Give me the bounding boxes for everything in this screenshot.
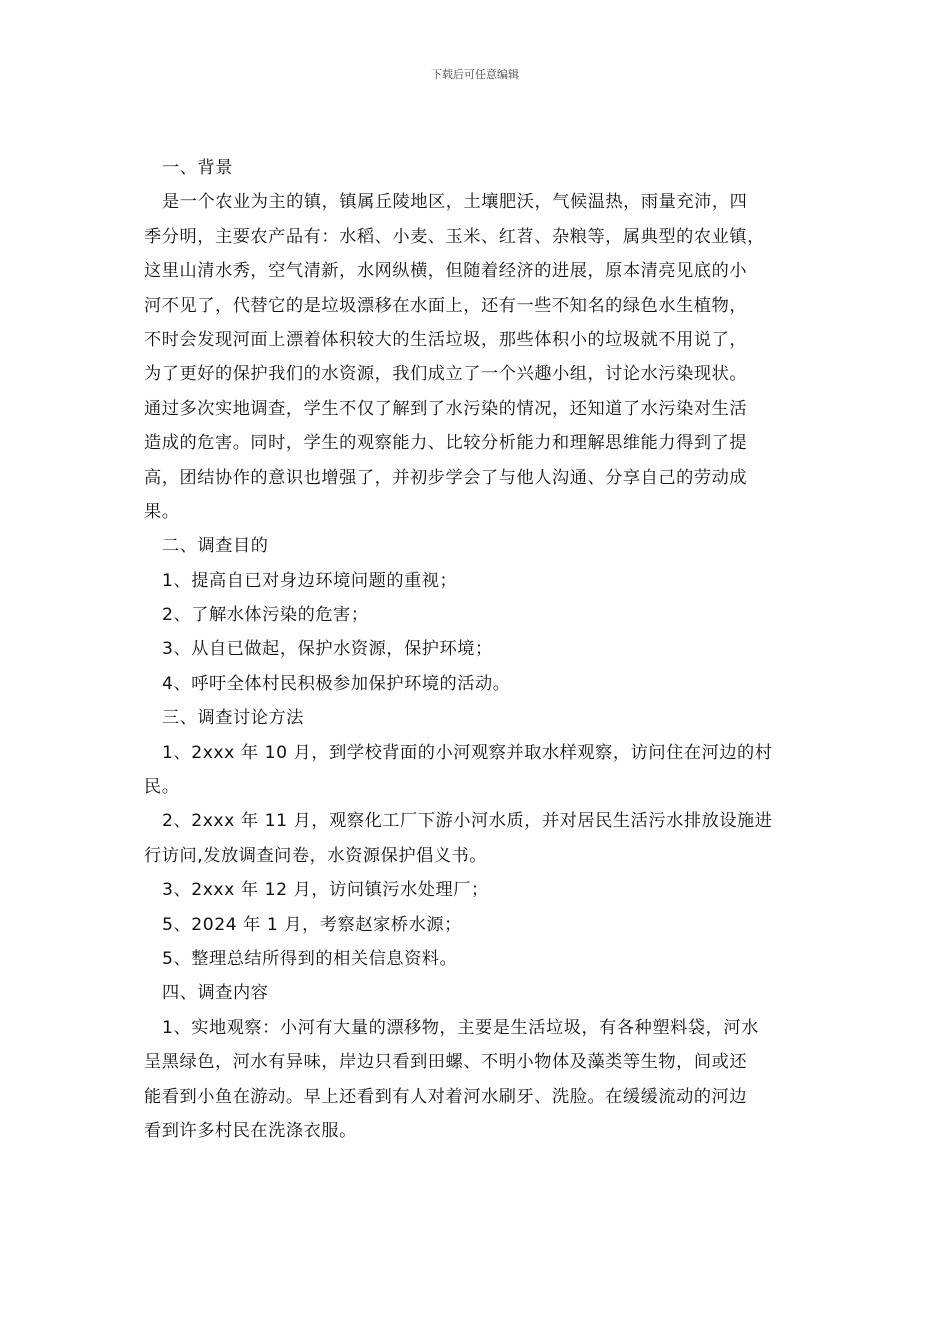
section-heading-method: 三、调查讨论方法: [162, 708, 304, 729]
list-item: 1、实地观察：小河有大量的漂移物，主要是生活垃圾，有各种塑料袋，河水: [162, 1017, 759, 1038]
list-item-continuation: 民。: [144, 777, 180, 798]
list-item: 5、2024 年 1 月，考察赵家桥水源；: [162, 914, 462, 935]
list-item: 4、呼吁全体村民积极参加保护环境的活动。: [162, 673, 511, 694]
section-heading-purpose: 二、调查目的: [162, 536, 269, 557]
paragraph-line: 为了更好的保护我们的水资源，我们成立了一个兴趣小组，讨论水污染现状。: [144, 364, 748, 385]
list-item: 1、提高自已对身边环境问题的重视；: [162, 570, 458, 591]
list-item: 5、整理总结所得到的相关信息资料。: [162, 948, 458, 969]
list-item-continuation: 呈黑绿色，河水有异味，岸边只看到田螺、不明小物体及藻类等生物，间或还: [144, 1052, 748, 1073]
paragraph-line: 果。: [144, 501, 180, 522]
paragraph-line: 不时会发现河面上漂着体积较大的生活垃圾，那些体积小的垃圾就不用说了，: [144, 329, 748, 350]
list-item: 3、从自已做起，保护水资源，保护环境；: [162, 639, 493, 660]
list-item: 3、2xxx 年 12 月，访问镇污水处理厂；: [162, 880, 489, 901]
list-item: 2、2xxx 年 11 月，观察化工厂下游小河水质，并对居民生活污水排放设施进: [162, 811, 773, 832]
paragraph-line: 河不见了，代替它的是垃圾漂移在水面上，还有一些不知名的绿色水生植物，: [144, 295, 748, 316]
page-header: 下载后可任意编辑: [431, 68, 519, 81]
paragraph-line: 高，团结协作的意识也增强了，并初步学会了与他人沟通、分享自己的劳动成: [144, 467, 748, 488]
section-heading-background: 一、背景: [162, 158, 233, 178]
list-item-continuation: 看到许多村民在洗涤衣服。: [144, 1120, 357, 1141]
paragraph-line: 是一个农业为主的镇，镇属丘陵地区，土壤肥沃，气候温热，雨量充沛，四: [162, 192, 748, 213]
list-item: 1、2xxx 年 10 月，到学校背面的小河观察并取水样观察，访问住在河边的村: [162, 742, 773, 763]
paragraph-line: 通过多次实地调查，学生不仅了解到了水污染的情况，还知道了水污染对生活: [144, 398, 748, 419]
list-item: 2、了解水体污染的危害；: [162, 605, 369, 626]
paragraph-line: 这里山清水秀，空气清新，水网纵横，但随着经济的进展，原本清亮见底的小: [144, 261, 748, 282]
paragraph-line: 季分明，主要农产品有：水稻、小麦、玉米、红苕、杂粮等，属典型的农业镇，: [144, 226, 765, 247]
document-body: [144, 151, 812, 1148]
paragraph-line: 造成的危害。同时，学生的观察能力、比较分析能力和理解思维能力得到了提: [144, 433, 748, 454]
list-item-continuation: 能看到小鱼在游动。早上还看到有人对着河水刷牙、洗脸。在缓缓流动的河边: [144, 1086, 748, 1107]
section-heading-content: 四、调查内容: [162, 983, 269, 1004]
list-item-continuation: 行访问,发放调查问卷，水资源保护倡义书。: [144, 845, 488, 866]
